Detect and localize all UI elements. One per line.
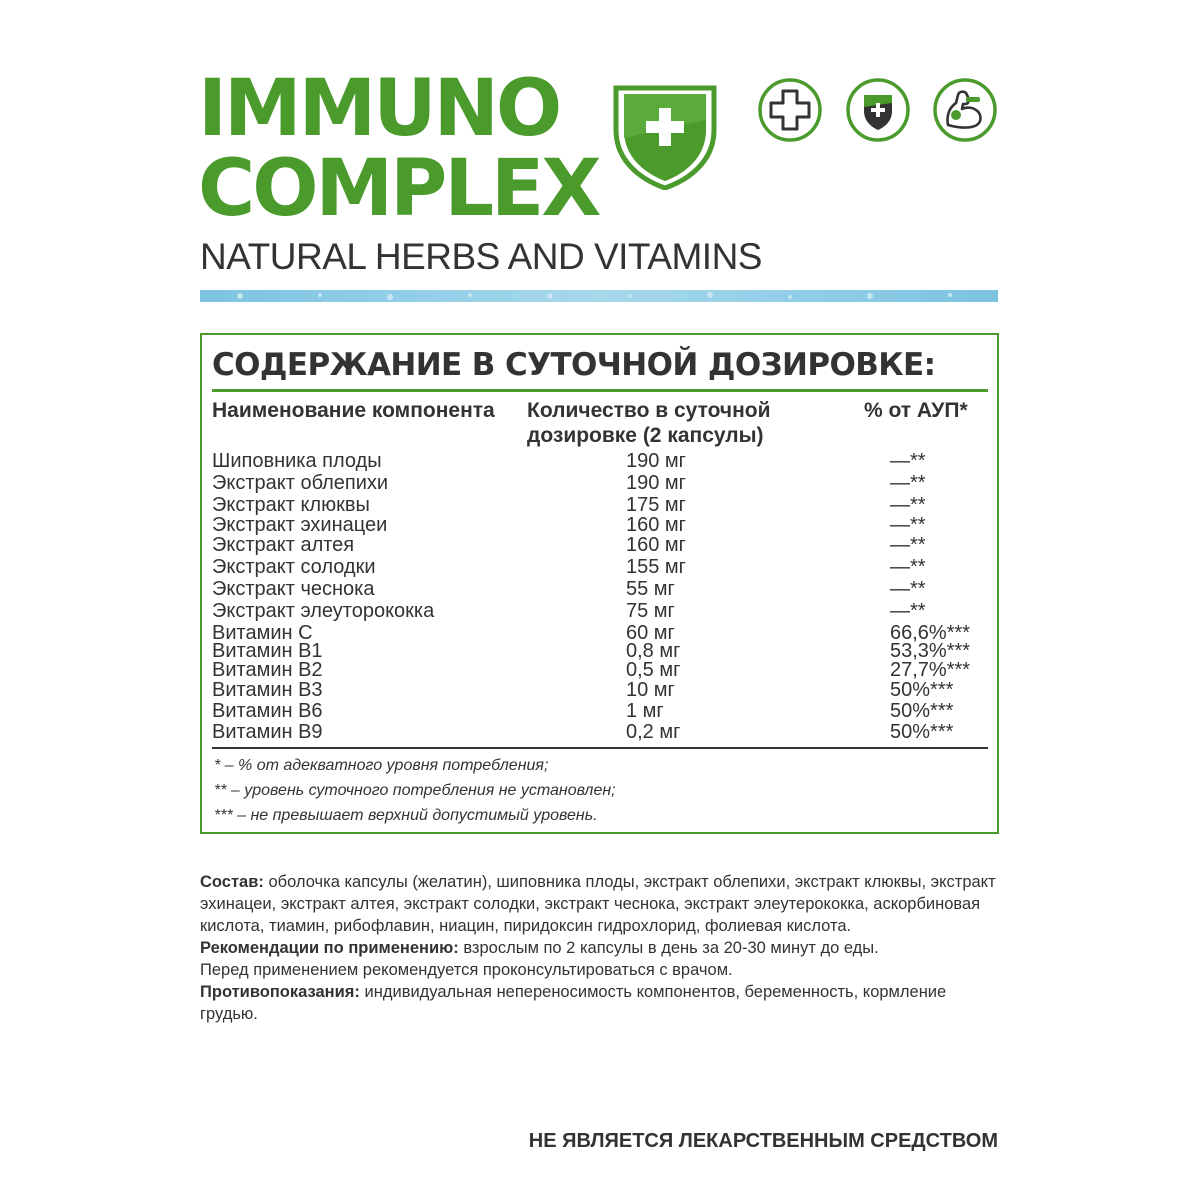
row-name: Витамин В1 xyxy=(212,640,323,662)
table-row xyxy=(212,680,988,701)
row-name: Витамин В2 xyxy=(212,659,323,681)
row-amount: 10 мг xyxy=(626,679,675,701)
table-row xyxy=(212,660,988,681)
table-row xyxy=(212,579,988,600)
decorative-stripe xyxy=(200,290,998,302)
usage-text: взрослым по 2 капсулы в день за 20-30 минут до еды. xyxy=(463,939,879,957)
row-name: Экстракт эхинацеи xyxy=(212,514,388,536)
composition-text: оболочка капсулы (желатин), шиповника плоды, экстракт облепихи, экстракт клюквы, экстракт эхинацеи, экстракт алтея, экстракт солодки, экстракт чеснока, экстракт элеутерококка, аскорбиновая кислота, тиамин, рибофлавин, ниацин, пиридоксин гидрохлорид, фолиевая кислота. xyxy=(200,873,996,935)
shield-plus-icon xyxy=(610,80,720,190)
usage-note: Перед применением рекомендуется проконсультироваться с врачом. xyxy=(200,961,733,979)
row-percent: —** xyxy=(890,472,926,494)
table-bottom-divider xyxy=(212,747,988,749)
footnote-3: *** – не превышает верхний допустимый уровень. xyxy=(214,807,598,824)
row-amount: 0,8 мг xyxy=(626,640,681,662)
row-amount: 155 мг xyxy=(626,556,686,578)
row-name: Витамин В6 xyxy=(212,700,323,722)
footnote-2: ** – уровень суточного потребления не установлен; xyxy=(214,782,616,799)
table-row xyxy=(212,515,988,536)
daily-dose-table xyxy=(200,333,999,834)
row-percent: 50%*** xyxy=(890,721,954,743)
header-component: Наименование компонента xyxy=(212,399,495,422)
row-amount: 175 мг xyxy=(626,494,686,516)
row-name: Шиповника плоды xyxy=(212,450,382,472)
row-amount: 55 мг xyxy=(626,578,675,600)
medical-cross-icon xyxy=(757,77,823,143)
header-percent: % от АУП* xyxy=(864,399,968,422)
table-row xyxy=(212,641,988,662)
table-row xyxy=(212,722,988,743)
table-row xyxy=(212,535,988,556)
row-name: Экстракт алтея xyxy=(212,534,355,556)
immune-shield-icon xyxy=(845,77,911,143)
row-percent: —** xyxy=(890,450,926,472)
row-name: Витамин С xyxy=(212,622,313,644)
row-amount: 0,5 мг xyxy=(626,659,681,681)
row-percent: —** xyxy=(890,494,926,516)
row-percent: 66,6%*** xyxy=(890,622,971,644)
product-info xyxy=(200,871,1000,1025)
row-amount: 0,2 мг xyxy=(626,721,681,743)
row-name: Витамин В3 xyxy=(212,679,323,701)
footnote-1: * – % от адекватного уровня потребления; xyxy=(214,757,549,774)
row-amount: 160 мг xyxy=(626,534,686,556)
row-percent: —** xyxy=(890,514,926,536)
contraindications-text: индивидуальная непереносимость компонентов, беременность, кормление грудью. xyxy=(200,983,947,1023)
composition-label: Состав: xyxy=(200,873,264,891)
row-percent: 50%*** xyxy=(890,700,954,722)
row-percent: 50%*** xyxy=(890,679,954,701)
contraindications-label: Противопоказания: xyxy=(200,983,360,1001)
table-row xyxy=(212,701,988,722)
table-row xyxy=(212,601,988,622)
row-name: Экстракт клюквы xyxy=(212,494,370,516)
header-amount: Количество в суточной дозировке (2 капсулы) xyxy=(527,399,771,447)
usage-paragraph xyxy=(200,937,1000,959)
row-percent: —** xyxy=(890,578,926,600)
row-amount: 190 мг xyxy=(626,472,686,494)
row-name: Экстракт облепихи xyxy=(212,472,389,494)
row-amount: 1 мг xyxy=(626,700,664,722)
contraindications-paragraph xyxy=(200,981,1000,1025)
row-percent: —** xyxy=(890,600,926,622)
row-amount: 60 мг xyxy=(626,622,675,644)
row-percent: —** xyxy=(890,534,926,556)
usage-label: Рекомендации по применению: xyxy=(200,939,459,957)
strong-arm-icon xyxy=(932,77,998,143)
row-percent: —** xyxy=(890,556,926,578)
table-row xyxy=(212,557,988,578)
table-title: СОДЕРЖАНИЕ В СУТОЧНОЙ ДОЗИРОВКЕ: xyxy=(212,347,936,383)
composition-paragraph xyxy=(200,871,1000,937)
product-subtitle: NATURAL HERBS AND VITAMINS xyxy=(200,236,762,277)
table-row xyxy=(212,451,988,472)
row-name: Экстракт солодки xyxy=(212,556,376,578)
disclaimer: НЕ ЯВЛЯЕТСЯ ЛЕКАРСТВЕННЫМ СРЕДСТВОМ xyxy=(528,1130,998,1152)
row-name: Экстракт элеуторококка xyxy=(212,600,435,622)
table-row xyxy=(212,473,988,494)
row-percent: 53,3%*** xyxy=(890,640,971,662)
row-name: Экстракт чеснока xyxy=(212,578,375,600)
table-row xyxy=(212,495,988,516)
row-name: Витамин В9 xyxy=(212,721,323,743)
row-amount: 190 мг xyxy=(626,450,686,472)
row-percent: 27,7%*** xyxy=(890,659,971,681)
product-title-line2: COMPLEX xyxy=(198,144,599,234)
product-title-line1: IMMUNO xyxy=(198,64,560,154)
row-amount: 160 мг xyxy=(626,514,686,536)
row-amount: 75 мг xyxy=(626,600,675,622)
title-divider xyxy=(212,389,988,392)
